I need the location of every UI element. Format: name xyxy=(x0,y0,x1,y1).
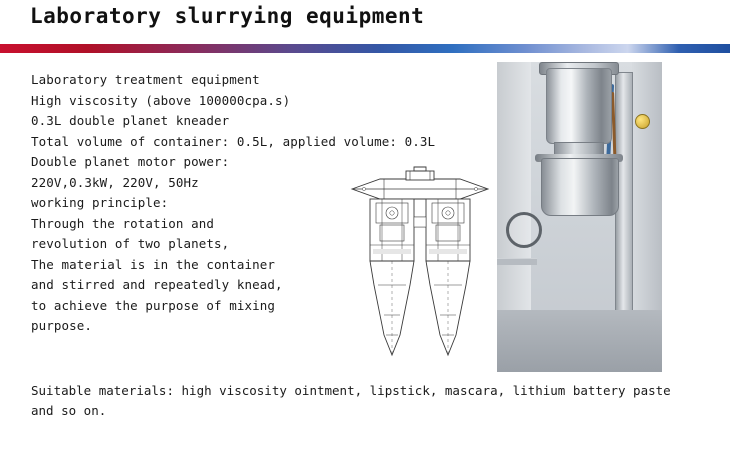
spec-line: Total volume of container: 0.5L, applied volume: 0.3L xyxy=(31,133,436,149)
gradient-divider xyxy=(0,44,730,53)
page-title: Laboratory slurrying equipment xyxy=(30,4,425,28)
spec-line: and stirred and repeatedly knead, xyxy=(31,277,283,292)
footer-line: Suitable materials: high viscosity ointment, lipstick, mascara, lithium battery paste xyxy=(31,383,671,398)
mixing-bowl xyxy=(541,158,619,216)
footer-line: and so on. xyxy=(31,403,107,418)
spec-line: 220V,0.3kW, 220V, 50Hz xyxy=(31,174,199,190)
pressure-gauge-icon xyxy=(635,114,650,129)
specification-text xyxy=(31,70,436,337)
handwheel-icon xyxy=(506,212,542,248)
double-planet-kneader-line-drawing xyxy=(340,165,500,365)
suitable-materials-text xyxy=(31,381,701,421)
spec-line: purpose. xyxy=(31,318,93,333)
spec-line: Double planet motor power: xyxy=(31,154,230,169)
photo-floor xyxy=(497,310,662,372)
spec-line: to achieve the purpose of mixing xyxy=(31,297,276,313)
spec-line: revolution of two planets, xyxy=(31,236,230,251)
photo-shelf xyxy=(497,258,537,265)
upper-vessel xyxy=(546,68,612,144)
spec-line: working principle: xyxy=(31,195,169,210)
spec-line: Through the rotation and xyxy=(31,215,215,231)
spec-line: High viscosity (above 100000cpa.s) xyxy=(31,92,291,108)
slurrying-equipment-photo xyxy=(497,62,662,372)
spec-line: Laboratory treatment equipment xyxy=(31,72,260,87)
spec-line: The material is in the container xyxy=(31,256,276,272)
spec-line: 0.3L double planet kneader xyxy=(31,113,230,128)
